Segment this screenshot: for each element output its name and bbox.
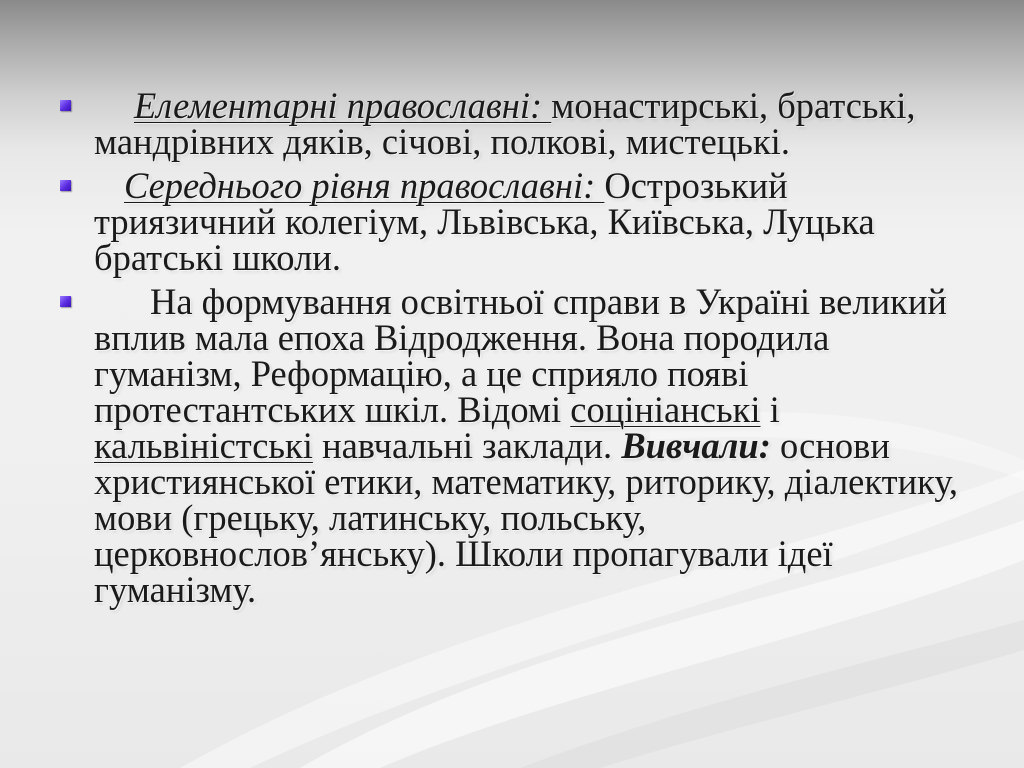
studied-label: Вивчали: [621,425,771,466]
bullet-item-middle-level [52,165,972,278]
bullet-text: монастирські, братські, мандрівних дяків, січові, полкові, мистецькі. [94,85,916,162]
square-bullet-icon [60,296,71,307]
square-bullet-icon [60,100,71,111]
bullet-text: основи християнської етики, математику, риторику, діалектику, мови (грецьку, латинську, польську, церковнослов’янську). Школи пропагували ідеї гуманізму. [94,425,959,610]
bullet-item-renaissance [52,281,972,610]
bullet-text: і [760,389,780,430]
bullet-text: Острозький триязичний колегіум, Львівська, Київська, Луцька братські школи. [94,165,875,278]
bullet-text: На формування освітньої справи в Україні великий вплив мала епоха Відродження. Вона породила гуманізм, Реформацію, а це сприяло появі протестантських шкіл. Відомі [94,281,947,430]
category-label: Елементарні православні: [134,85,552,126]
category-label: Середнього рівня православні: [124,165,605,206]
term-calvinist: кальвіністські [94,425,313,466]
square-bullet-icon [60,180,71,191]
term-socinian: соцініанські [570,389,761,430]
slide-body [52,85,972,616]
bullet-text: навчальні заклади. [312,425,622,466]
bullet-item-elementary [52,85,972,162]
